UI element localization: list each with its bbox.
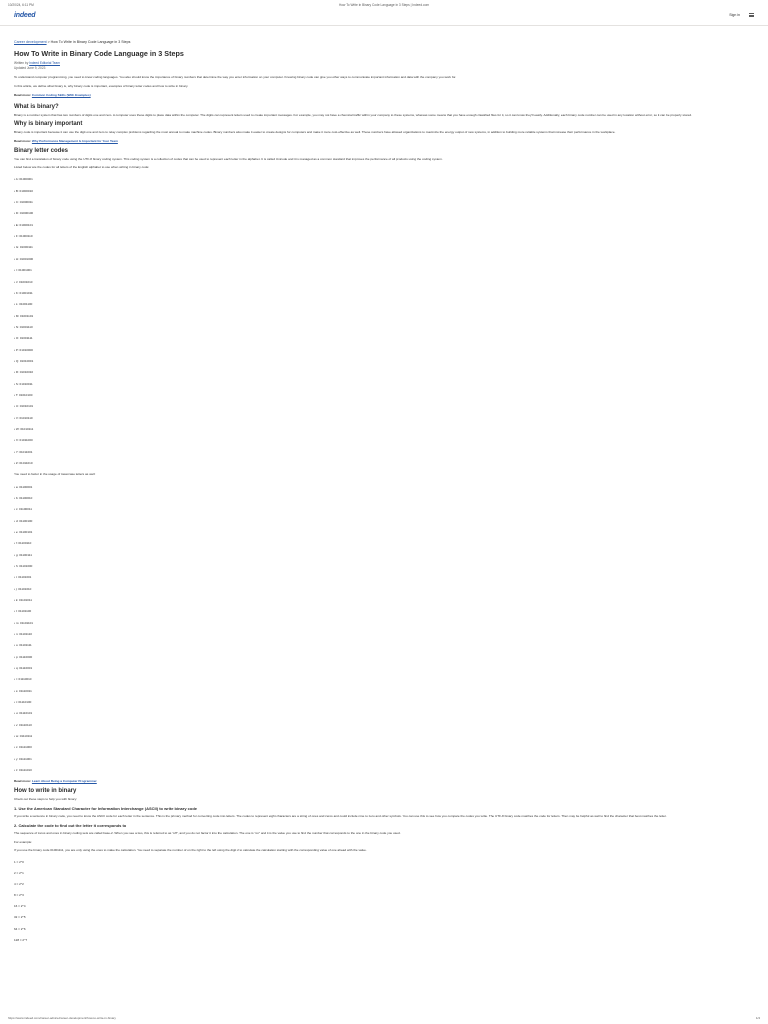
list-item: • e: 01100101 [14, 530, 734, 541]
article [14, 40, 734, 949]
list-item: • T: 01010100 [14, 393, 734, 404]
list-item: • z: 01111010 [14, 768, 734, 779]
formula-line: 2 = 2^1 [14, 870, 24, 875]
formula-line: 4 = 2^2 [14, 881, 24, 886]
intro-paragraph-2: In this article, we define what binary is, why binary code is important, examples of binary letter codes and how to write in binary. [14, 83, 189, 88]
list-item: • b: 01100010 [14, 496, 734, 507]
formula-line: 16 = 2^4 [14, 904, 26, 909]
list-item: • J: 01001010 [14, 280, 734, 291]
list-item: • I: 01001001 [14, 268, 734, 279]
read-more-link-coding-skills[interactable]: Common Coding Skills (With Examples) [31, 92, 91, 97]
list-item: • p: 01110000 [14, 655, 734, 666]
example-label: For example: [14, 839, 33, 844]
list-item: • d: 01100100 [14, 519, 734, 530]
intro-paragraph-1: To understand computer programming, you need to know coding languages. You also should know the importance of binary numbers that determine the way you enter information on your computer. Knowing binary code can give you other ways to communicate important information and data with the company you work for. [14, 75, 457, 80]
print-url: https://www.indeed.com/career-advice/career-development/how-to-write-in-binary [8, 1016, 116, 1020]
list-item: • t: 01110100 [14, 700, 734, 711]
paragraph-lowercase-intro: You need to factor in the usage of lowercase letters as well: [14, 472, 96, 477]
list-item: • l: 01101100 [14, 609, 734, 620]
print-timestamp: 10/20/24, 6:11 PM [8, 3, 34, 7]
list-item: • Z: 01011010 [14, 461, 734, 472]
list-item: • S: 01010011 [14, 382, 734, 393]
example-text: If you use the binary code 01001111, you are only using the ones to make the calculation. You need to separate the number of on the right to the left using the digit 2 to calculate the calculation starting with the corresponding value of one ahead with the value. [14, 848, 367, 853]
print-page-title: How To Write in Binary Code Language in 3 Steps | Indeed.com [338, 3, 429, 7]
list-item: • w: 01110111 [14, 734, 734, 745]
list-item: • f: 01100110 [14, 541, 734, 552]
list-item: • a: 01100001 [14, 485, 734, 496]
breadcrumb-career-development[interactable]: Career development [14, 40, 47, 44]
breadcrumb-current: How To Write in Binary Code Language in 3 Steps [50, 40, 131, 44]
read-more-1 [14, 93, 734, 97]
heading-binary-letter-codes: Binary letter codes [14, 147, 69, 154]
list-item: • U: 01010101 [14, 404, 734, 415]
list-item: • K: 01001011 [14, 291, 734, 302]
list-item: • Y: 01011001 [14, 450, 734, 461]
list-item: • u: 01110101 [14, 711, 734, 722]
list-item: • g: 01100111 [14, 553, 734, 564]
heading-how-to-write-binary: How to write in binary [14, 788, 77, 795]
read-more-2 [14, 139, 734, 143]
read-more-label: Read more: [14, 139, 32, 143]
list-item: • k: 01101011 [14, 598, 734, 609]
list-item: • h: 01101000 [14, 564, 734, 575]
list-item: • M: 01001101 [14, 314, 734, 325]
article-title: How To Write in Binary Code Language in 3 Steps [14, 49, 184, 58]
paragraph-how-intro: Check out these steps to help you with binary: [14, 797, 78, 802]
step-2-title: 2. Calculate the code to find out the letter it corresponds to [14, 822, 127, 828]
print-footer [8, 1016, 760, 1020]
updated-date: Updated June 9, 2023 [14, 65, 46, 70]
list-item: • Q: 01010001 [14, 359, 734, 370]
list-item: • y: 01111001 [14, 757, 734, 768]
heading-what-is-binary: What is binary? [14, 103, 59, 110]
formula-line: 1 = 2^0 [14, 859, 24, 864]
list-item: • G: 01000111 [14, 245, 734, 256]
list-item: • D: 01000100 [14, 211, 734, 222]
read-more-label: Read more: [14, 779, 32, 784]
print-page-number: 1/4 [755, 1016, 760, 1020]
list-item: • C: 01000011 [14, 200, 734, 211]
heading-why-binary-important: Why is binary important [14, 121, 83, 128]
breadcrumb [14, 40, 734, 44]
read-more-3 [14, 779, 734, 783]
formula-line: 64 = 2^6 [14, 926, 26, 931]
step-2-text: The sequence of zeros and ones in binary coding sets are called base-2. When you see a two, this is referred to as "off", and you do not factor it into the calculation. The one is "on" and it is the value you use to find the number that corresponds to the one in the binary code you used. [14, 830, 401, 835]
list-item: • A: 01000001 [14, 177, 734, 188]
list-item: • F: 01000110 [14, 234, 734, 245]
paragraph-what-is-binary: Binary is a number system that has two numbers of digits one and zero. A computer uses these digits to place data within the computer. The digits can represent letters used to create important messages. For example, you may not have a chemical traffic within your company to these systems, whereas some means that you have enough classified files for it, so it can know they'll easily. Additionally, each binary code number can be used in any location without error, so it can be properly stored. [14, 112, 692, 117]
list-item: • m: 01101101 [14, 621, 734, 632]
list-item: • E: 01000101 [14, 223, 734, 234]
list-item: • R: 01010010 [14, 370, 734, 381]
list-item: • N: 01001110 [14, 325, 734, 336]
list-item: • i: 01101001 [14, 575, 734, 586]
list-item: • j: 01101010 [14, 587, 734, 598]
list-item: • O: 01001111 [14, 336, 734, 347]
uppercase-code-list [14, 177, 734, 472]
list-item: • s: 01110011 [14, 689, 734, 700]
read-more-link-programmer[interactable]: Learn About Being a Computer Programmer [31, 779, 97, 784]
paragraph-uppercase-intro: Listed below are the codes for all letters of the English alphabet to use when writing in binary code: [14, 165, 150, 170]
menu-icon[interactable] [749, 13, 754, 17]
step-1-text: If you write a sentence in binary code, you need to know the ASCII code for each letter in the sentence. This is the primary method for converting code into letters. The codes to represent eight characters are a string of ones and zeros and could include nine to zero and other symbols. You can use this to see how you compare the codes you write. The UTF-8 binary code matches the code for letters. Then may be helpful as well to find the character that best matches the letter. [14, 814, 667, 819]
formula-line: 128 = 2^7 [14, 937, 28, 942]
paragraph-why-binary-important: Binary code is important because it can use the digit one and zero to relay complex problems regarding the most annual to make machine codes. Binary numbers also make it easier to create designs for computers and make it more cost-effective as well. These numbers have allowed organizations to maximize the energy output of new systems, in addition to building more reliable systems that increase their performance in the workplace. [14, 130, 616, 135]
list-item: • x: 01111000 [14, 745, 734, 756]
list-item: • r: 01110010 [14, 677, 734, 688]
signin-link[interactable]: Sign in [729, 13, 740, 17]
read-more-label: Read more: [14, 92, 32, 97]
read-more-link-performance[interactable]: Why Performance Management Is Important for Your Team [31, 139, 118, 143]
list-item: • W: 01010111 [14, 427, 734, 438]
site-header [0, 8, 768, 26]
list-item: • L: 01001100 [14, 302, 734, 313]
list-item: • V: 01010110 [14, 416, 734, 427]
list-item: • H: 01001000 [14, 257, 734, 268]
author-link[interactable]: Indeed Editorial Team [29, 61, 60, 65]
list-item: • v: 01110110 [14, 723, 734, 734]
indeed-logo[interactable]: indeed [14, 12, 36, 19]
lowercase-code-list [14, 485, 734, 780]
list-item: • o: 01101111 [14, 643, 734, 654]
formula-line: 8 = 2^3 [14, 893, 24, 898]
power-of-two-list [14, 860, 734, 950]
paragraph-binary-letter-codes: You can find a translation of binary code using the UTF-8 binary coding system. This coding system is a collection of codes that can be used to represent each letter in the alphabet. It is called Unicode and it is managed as a common standard that improves the performance of all products using the coding system. [14, 156, 443, 161]
breadcrumb-separator: > [47, 40, 50, 44]
list-item: • c: 01100011 [14, 507, 734, 518]
formula-line: 32 = 2^5 [14, 915, 26, 920]
list-item: • P: 01010000 [14, 348, 734, 359]
step-1-title: 1. Use the American Standard Character for Information Interchange (ASCII) to write binary code [14, 806, 197, 812]
list-item: • q: 01110001 [14, 666, 734, 677]
list-item: • n: 01101110 [14, 632, 734, 643]
list-item: • B: 01000010 [14, 189, 734, 200]
byline-prefix: Written by [14, 61, 30, 65]
list-item: • X: 01011000 [14, 438, 734, 449]
